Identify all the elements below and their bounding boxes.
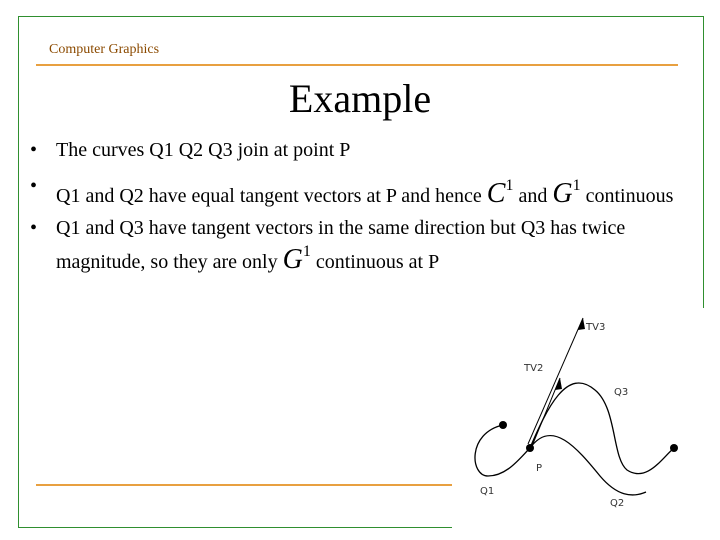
curve-q1	[475, 425, 530, 476]
bullet-item-1	[30, 138, 690, 162]
endpoint-q1	[499, 421, 507, 429]
curves-diagram	[452, 308, 710, 540]
bullet-dot-icon: •	[30, 175, 38, 197]
bullet-item-3	[30, 216, 690, 274]
label-tv2: TV2	[524, 363, 544, 374]
header-label: Computer Graphics	[49, 42, 160, 57]
bullet-text-post: continuous at P	[310, 251, 440, 273]
slide-title: Example	[288, 76, 432, 121]
bullet-item-2	[30, 174, 690, 208]
footer-rule	[36, 484, 456, 486]
bullet-dot-icon: •	[30, 217, 38, 239]
tangent-vector-tv3	[528, 318, 583, 444]
header-rule	[36, 64, 678, 66]
bullet-text: The curves Q1 Q2 Q3 join at point P	[56, 139, 351, 161]
math-c: $C^1$	[486, 177, 514, 209]
bullet-text-mid: and	[513, 185, 553, 207]
bullet-text-pre: Q1 and Q2 have equal tangent vectors at P and hence	[56, 185, 487, 207]
bullet-text-post: continuous	[580, 185, 674, 207]
curve-q2	[530, 436, 646, 495]
bullet-text-pre: Q1 and Q3 have tangent vectors in the same direction but Q3 has twice magnitude, so they are only	[56, 217, 626, 273]
math-g: $G^1$	[552, 177, 581, 209]
arrowhead-tv3-icon	[578, 318, 585, 330]
label-q1: Q1	[480, 486, 495, 497]
endpoint-q3	[670, 444, 678, 452]
curves-figure	[452, 308, 710, 540]
label-q3: Q3	[614, 387, 629, 398]
label-p: P	[536, 463, 543, 474]
label-q2: Q2	[610, 498, 625, 509]
label-tv3: TV3	[586, 322, 606, 333]
point-p	[526, 444, 534, 452]
bullet-dot-icon: •	[30, 139, 38, 161]
bullet-list	[30, 138, 690, 286]
curve-q3	[530, 383, 674, 474]
math-g: $G^1$	[282, 243, 311, 275]
